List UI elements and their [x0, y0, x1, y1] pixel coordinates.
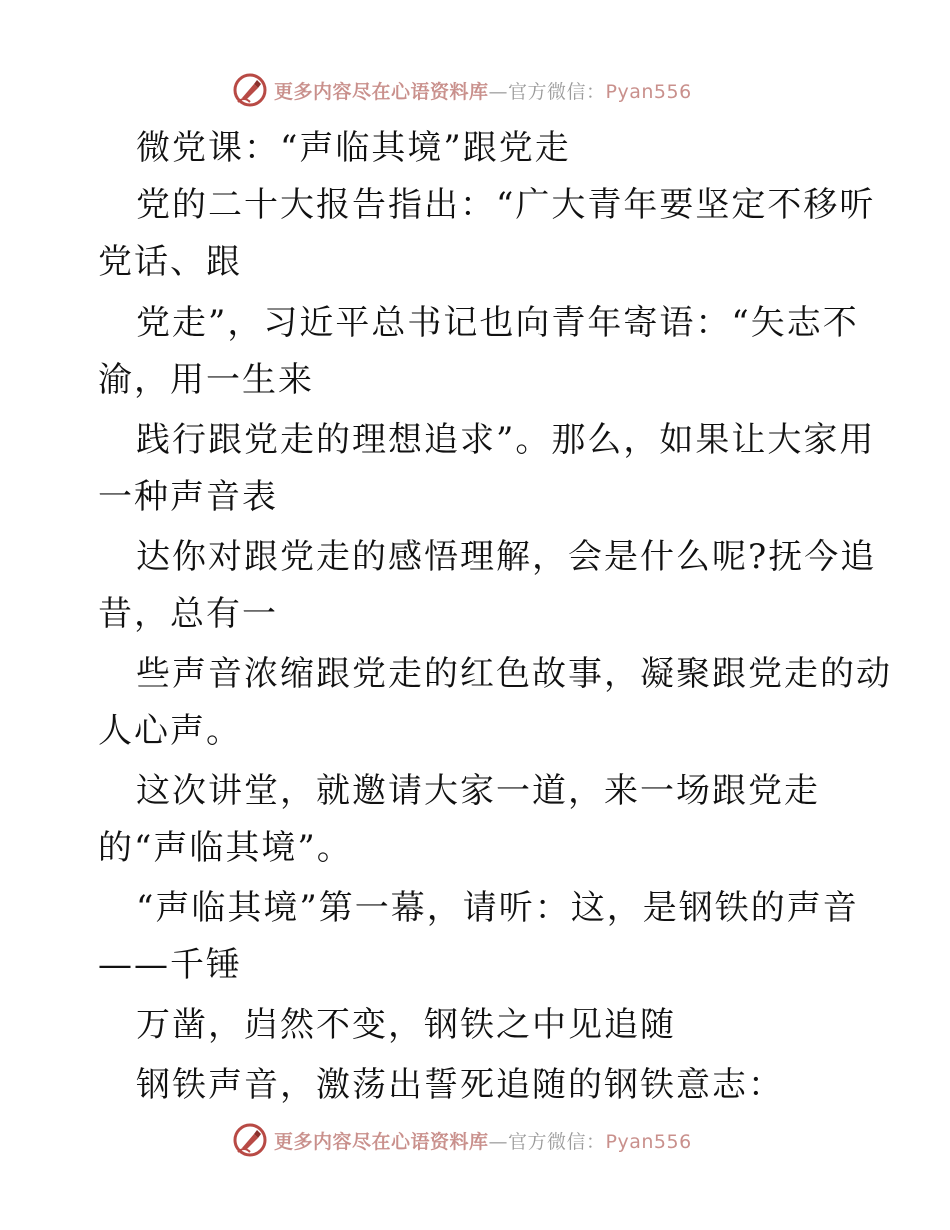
watermark-wechat-id: Pyan556	[605, 80, 692, 103]
text-line: 达你对跟党走的感悟理解，会是什么呢?抚今追	[136, 537, 877, 577]
text-line: 党的二十大报告指出：“广大青年要坚定不移听	[136, 185, 876, 225]
watermark-wechat-id: Pyan556	[605, 1130, 692, 1153]
text-line: 万凿，岿然不变，钢铁之中见追随	[136, 1005, 676, 1045]
text-line: 渝，用一生来	[98, 360, 314, 400]
text-line: 践行跟党走的理想追求”。那么，如果让大家用	[136, 420, 876, 460]
text-line: 人心声。	[98, 711, 242, 751]
pen-logo-icon	[232, 72, 268, 108]
watermark-text	[274, 1127, 692, 1154]
pen-logo-icon	[232, 1122, 268, 1158]
watermark-wechat-label: 官方微信：	[508, 1130, 606, 1153]
watermark-main-text: 更多内容尽在心语资料库	[274, 1130, 489, 1153]
watermark-dash: —	[488, 1130, 509, 1153]
watermark-wechat-label: 官方微信：	[508, 80, 606, 103]
text-line: 的“声临其境”。	[98, 828, 353, 868]
text-line: ——千锤	[98, 945, 242, 985]
footer-watermark	[232, 1120, 692, 1160]
text-line: 党话、跟	[98, 242, 242, 282]
text-line: 这次讲堂，就邀请大家一道，来一场跟党走	[136, 771, 820, 811]
text-line: 昔，总有一	[98, 594, 278, 634]
header-watermark	[232, 70, 692, 110]
text-line: 钢铁声音，激荡出誓死追随的钢铁意志：	[136, 1065, 784, 1105]
text-line: “声临其境”第一幕，请听：这，是钢铁的声音	[136, 888, 859, 928]
watermark-text	[274, 77, 692, 104]
text-line: 党走”，习近平总书记也向青年寄语：“矢志不	[136, 303, 859, 343]
watermark-main-text: 更多内容尽在心语资料库	[274, 80, 489, 103]
doc-title: 微党课：“声临其境”跟党走	[136, 128, 571, 168]
text-line: 些声音浓缩跟党走的红色故事，凝聚跟党走的动	[136, 654, 892, 694]
text-line: 一种声音表	[98, 477, 278, 517]
watermark-dash: —	[488, 80, 509, 103]
